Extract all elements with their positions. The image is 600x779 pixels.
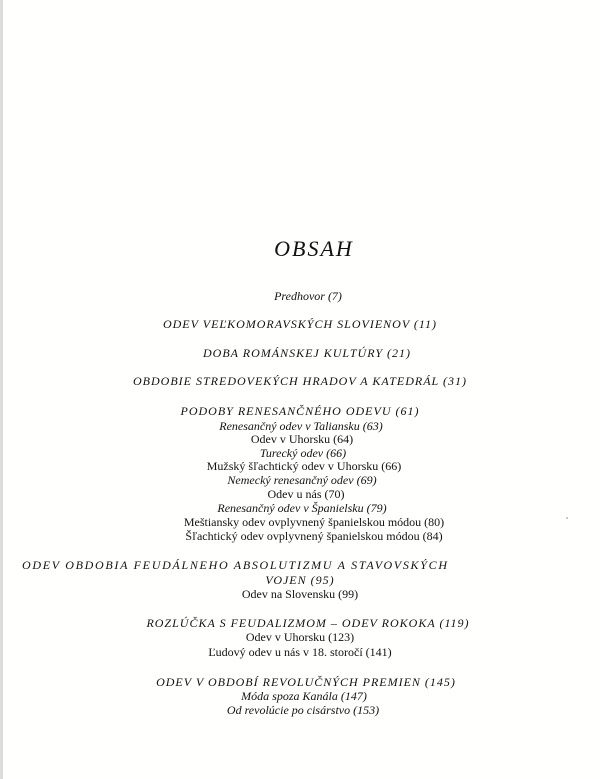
paper-speck [566,517,568,519]
contents-entry-taliansko: Renesančný odev v Taliansku (63) [219,419,383,433]
contents-entry-revolucie: Od revolúcie po cisárstvo (153) [226,703,380,717]
contents-entry-slovensko: Odev na Slovensku (99) [241,587,359,601]
contents-title: OBSAH [274,236,354,261]
contents-section-rokoka: ROZLÚČKA S FEUDALIZMOM – ODEV ROKOKA (119) [146,616,470,630]
contents-entry-uhorsko-64: Odev v Uhorsku (64) [250,432,354,446]
contents-entry-uhorsko-123: Odev v Uhorsku (123) [245,630,355,644]
contents-entry-mestiansky: Meštiansky odev ovplyvnený španielskou módou (80) [183,515,445,529]
contents-section-renesancneho: PODOBY RENESANČNÉHO ODEVU (61) [180,404,420,418]
contents-section-romanskej: DOBA ROMÁNSKEJ KULTÚRY (21) [203,346,411,360]
contents-entry-slachticky: Šľachtický odev ovplyvnený španielskou módou (84) [185,529,443,543]
contents-section-revolucnych: ODEV V OBDOBÍ REVOLUČNÝCH PREMIEN (145) [156,675,456,689]
contents-entry-nemecky: Nemecký renesančný odev (69) [227,473,377,487]
contents-entry-ludovy: Ľudový odev u nás v 18. storočí (141) [208,645,392,659]
contents-section-velkomoravskych: ODEV VEĽKOMORAVSKÝCH SLOVIENOV (11) [162,317,438,331]
page-edge-shadow [0,0,3,779]
contents-entry-spanielsko: Renesančný odev v Španielsku (79) [217,501,387,515]
contents-entry-muzsky: Mužský šľachtický odev v Uhorsku (66) [206,459,402,473]
contents-entry-u-nas: Odev u nás (70) [267,487,345,501]
contents-entry-turecky: Turecký odev (66) [259,446,347,460]
contents-entry-moda: Móda spoza Kanála (147) [241,689,367,703]
contents-section-stredovekych: OBDOBIE STREDOVEKÝCH HRADOV A KATEDRÁL (31) [133,374,467,388]
contents-section-absolutizmu-line2: VOJEN (95) [265,573,335,587]
contents-entry-predhovor: Predhovor (7) [274,289,342,303]
contents-section-absolutizmu-line1: ODEV OBDOBIA FEUDÁLNEHO ABSOLUTIZMU A STAVOVSKÝCH [22,558,449,572]
